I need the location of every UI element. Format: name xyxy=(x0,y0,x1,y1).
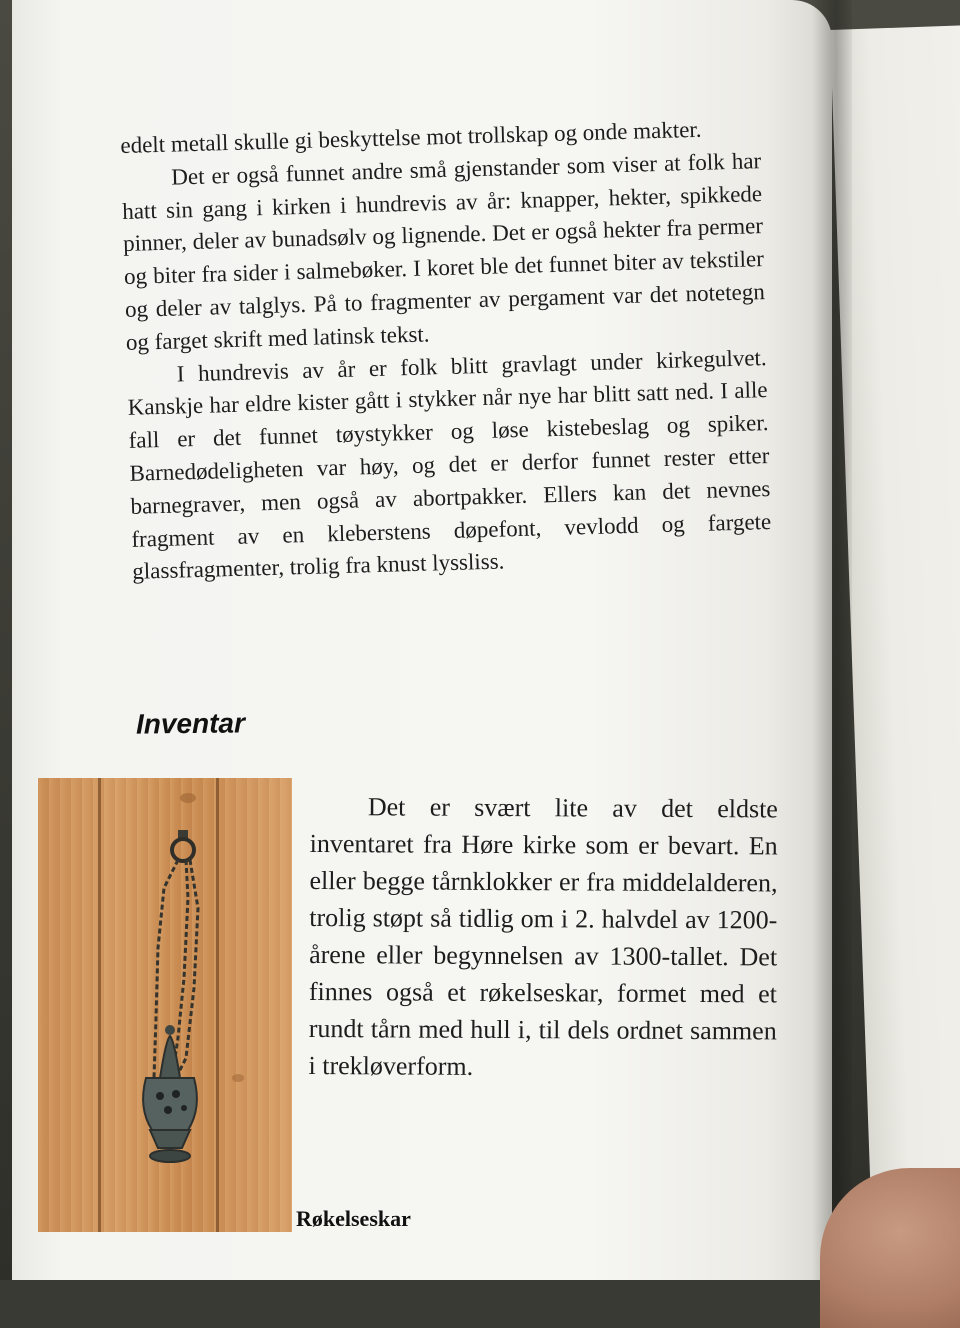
paragraph-2: Det er også funnet andre små gjenstander som viser at folk har hatt sin gang i kirken i hundrevis av år: knapper, hekter, spikkede pinner, deler av bunadsølv og lignende. Det er også hekter fra permer og biter fra sider i salmebøker. I koret ble det funnet biter av tekstiler og deler av talglys. På to fragmenter av pergament var det notetegn og farget skrift med latinsk tekst. xyxy=(121,147,766,355)
section-body xyxy=(308,788,778,1086)
photo-caption: Røkelseskar xyxy=(296,1206,411,1231)
section-heading: Inventar xyxy=(135,707,246,740)
page-gutter-shadow xyxy=(812,0,852,1280)
paragraph-1: edelt metall skulle gi beskyttelse mot trollskap og onde makter. xyxy=(120,116,702,158)
paragraph-3: I hundrevis av år er folk blitt gravlagt under kirkegulvet. Kanskje har eldre kister gått i stykker når nye har blitt satt ned. I alle fall er det funnet tøystykker og løse kistebeslag og spiker. Barnedødeligheten var høy, og det er derfor funnet rester etter barnegraver, men også av abortpakker. Ellers kan det nevnes fragment av en kleberstens døpefont, vevlodd og fargete glassfragmenter, trolig fra knust lyssliss. xyxy=(127,344,772,585)
body-text xyxy=(120,112,773,589)
censer-icon xyxy=(38,778,292,1232)
censer-photo xyxy=(38,778,292,1232)
section-paragraph: Det er svært lite av det eldste inventaret fra Høre kirke som er bevart. En eller begge tårnklokker er fra middelalderen, trolig støpt så tidlig om i 2. halvdel av 1200-årene eller begynnelsen av 1300-tallet. Det finnes også et røkelseskar, formet med et rundt tårn med hull i, til dels ordnet sammen i trekløverform. xyxy=(308,792,778,1081)
